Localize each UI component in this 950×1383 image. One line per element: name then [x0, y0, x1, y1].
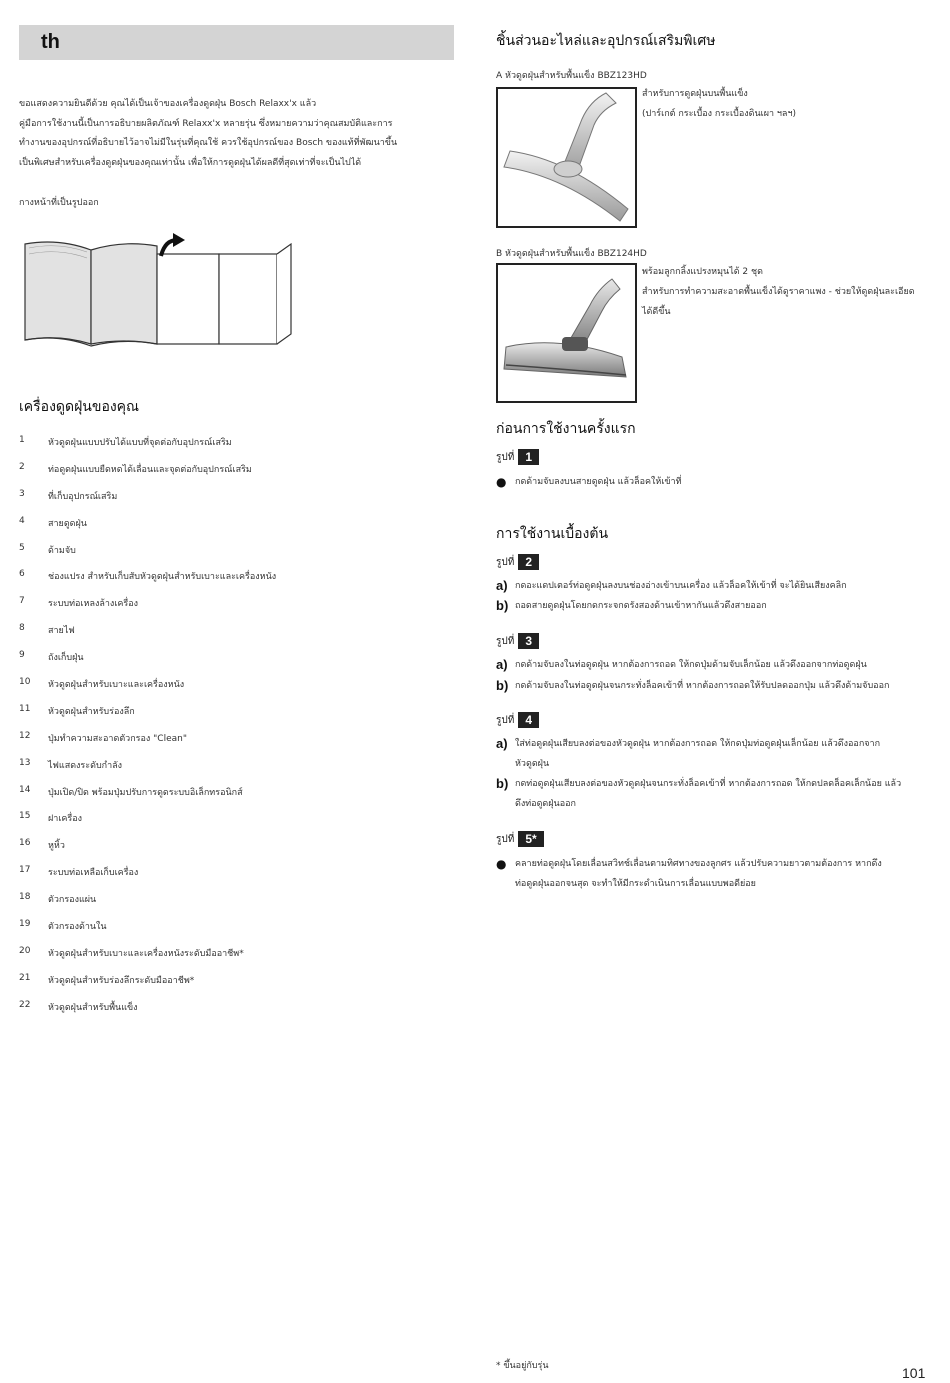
figure-label-1: รูปที่ 1 [496, 449, 539, 465]
list-item: 15 ฝาเครื่อง [19, 811, 83, 825]
instruction-fig3-b: b) กดด้ามจับลงในท่อดูดฝุ่นจนกระทั่งล็อคเข้าที่ หากต้องการถอดให้รับปลดออกปุ่ม แล้วดึงด้ามจับออก [496, 678, 890, 693]
list-item: 1 หัวดูดฝุ่นแบบปรับได้แบบที่จุดต่อกับอุปกรณ์เสริม [19, 435, 232, 448]
list-item: 2 ท่อดูดฝุ่นแบบยืดหดได้เลื่อนและจุดต่อกับอุปกรณ์เสริม [19, 461, 252, 475]
intro-paragraph [19, 95, 459, 173]
section-title-accessories: ชิ้นส่วนอะไหล่และอุปกรณ์เสริมพิเศษ [496, 33, 716, 49]
fold-out-label: กางหน้าที่เป็นรูปออก [19, 198, 99, 208]
accessory-b-description: พร้อมลูกกลิ้งแปรงหมุนได้ 2 ชุด สำหรับการทำความสะอาดพื้นแข็งได้ดูราคาแพง - ช่วยให้ดูดฝุ่นละเอียด ได้ดีขึ้น [642, 267, 915, 317]
list-item: 19 ตัวกรองด้านใน [19, 919, 107, 933]
page-number: 101 [902, 1365, 926, 1381]
list-item: 18 ตัวกรองแผ่น [19, 892, 97, 906]
list-item: 20 หัวดูดฝุ่นสำหรับเบาะและเครื่องหนังระดับมืออาชีพ* [19, 945, 244, 959]
figure-label-3: รูปที่ 3 [496, 633, 539, 649]
figure-number-badge: 5* [518, 831, 543, 847]
intro-line: ขอแสดงความยินดีด้วย คุณได้เป็นเจ้าของเครื่องดูดฝุ่น Bosch Relaxx'x แล้ว [19, 99, 317, 109]
instruction-fig2-b: b) ถอดสายดูดฝุ่นโดยกดกระจกดรังสองด้านเข้าหากันแล้วดึงสายออก [496, 598, 767, 613]
figure-number-badge: 1 [518, 449, 539, 465]
section-title-basic-use: การใช้งานเบื้องต้น [496, 526, 609, 542]
floor-nozzle-icon [498, 89, 635, 226]
figure-label-5: รูปที่ 5* [496, 831, 544, 847]
intro-line: ทำงานของอุปกรณ์ที่อธิบายไว้อาจไม่มีในรุ่นที่คุณใช้ ควรใช้อุปกรณ์ของ Bosch ของแท้ที่พัฒนาขึ้น [19, 138, 398, 148]
figure-number-badge: 4 [518, 712, 539, 728]
bullet-icon: ● [496, 857, 507, 871]
figure-label-2: รูปที่ 2 [496, 554, 539, 570]
list-item: 21 หัวดูดฝุ่นสำหรับร่องลึกระดับมืออาชีพ* [19, 972, 195, 986]
list-item: 3 ที่เก็บอุปกรณ์เสริม [19, 488, 118, 502]
accessory-a-photo [496, 87, 637, 228]
list-item: 5 ด้ามจับ [19, 542, 76, 556]
list-item: 11 หัวดูดฝุ่นสำหรับร่องลึก [19, 703, 135, 717]
accessory-a-label: A หัวดูดฝุ่นสำหรับพื้นแข็ง BBZ123HD [496, 71, 647, 81]
instruction-fig1: ● กดด้ามจับลงบนสายดูดฝุ่น แล้วล็อคให้เข้าที่ [496, 472, 682, 492]
intro-line: คู่มือการใช้งานนี้เป็นการอธิบายผลิตภัณฑ์ Relaxx'x หลายรุ่น ซึ่งหมายความว่าคุณสมบัติและการ [19, 118, 393, 129]
intro-line: เป็นพิเศษสำหรับเครื่องดูดฝุ่นของคุณเท่านั้น เพื่อให้การดูดฝุ่นได้ผลดีที่สุดเท่าที่จะเป็นไปได้ [19, 157, 362, 168]
section-title-your-vacuum: เครื่องดูดฝุ่นของคุณ [19, 399, 140, 415]
figure-label-4: รูปที่ 4 [496, 712, 539, 728]
instruction-fig2-a: a) กดอะแดปเตอร์ท่อดูดฝุ่นลงบนช่องอ่างเข้าบนเครื่อง แล้วล็อคให้เข้าที่ จะได้ยินเสียงคลิก [496, 578, 847, 593]
language-tag-bar [19, 25, 454, 60]
instruction-fig4-a: a) ใส่ท่อดูดฝุ่นเสียบลงต่อของหัวดูดฝุ่น หากต้องการถอด ให้กดปุ่มท่อดูดฝุ่นเล็กน้อย แล้วดึงออกจาก หัวดูดฝุ่น [496, 736, 881, 769]
parts-list [19, 435, 449, 1027]
language-tag: th [41, 31, 60, 53]
footnote: * ขึ้นอยู่กับรุ่น [496, 1361, 549, 1371]
list-item: 13 ไฟแสดงระดับกำลัง [19, 757, 123, 771]
list-item: 8 สายไฟ [19, 623, 75, 637]
list-item: 22 หัวดูดฝุ่นสำหรับพื้นแข็ง [19, 999, 138, 1013]
brush-nozzle-icon [498, 265, 635, 401]
list-item: 4 สายดูดฝุ่น [19, 515, 87, 529]
list-item: 7 ระบบท่อเหลงล้างเครื่อง [19, 596, 139, 610]
instruction-fig5: ● คลายท่อดูดฝุ่นโดยเลื่อนสวิทช์เลื่อนตามทิศทางของลูกศร แล้วปรับความยาวตามต้องการ หากดึง ท่อดูดฝุ่นออกจนสุด จะทำให้มีกระดำเนินการเลื่อนแบบพอดีย่อย [496, 854, 882, 894]
list-item: 17 ระบบท่อเหลือเก็บเครื่อง [19, 865, 139, 879]
accessory-a-description: สำหรับการดูดฝุ่นบนพื้นแข็ง (ปาร์เกต์ กระเบื้อง กระเบื้องดินเผา ฯลฯ) [642, 89, 797, 119]
figure-number-badge: 3 [518, 633, 539, 649]
fold-out-illustration [19, 230, 299, 350]
instruction-fig3-a: a) กดด้ามจับลงในท่อดูดฝุ่น หากต้องการถอด ให้กดปุ่มด้ามจับเล็กน้อย แล้วดึงออกจากท่อดูดฝุ่น [496, 657, 867, 672]
list-item: 16 หูหิ้ว [19, 838, 65, 852]
list-item: 10 หัวดูดฝุ่นสำหรับเบาะและเครื่องหนัง [19, 677, 185, 691]
curved-arrow-icon [161, 233, 185, 256]
section-title-before-first-use: ก่อนการใช้งานครั้งแรก [496, 421, 636, 437]
list-item: 12 ปุ่มทำความสะอาดตัวกรอง "Clean" [19, 730, 187, 744]
figure-number-badge: 2 [518, 554, 539, 570]
accessory-b-photo [496, 263, 637, 403]
list-item: 6 ช่องแปรง สำหรับเก็บสับหัวดูดฝุ่นสำหรับเบาะและเครื่องหนัง [19, 569, 277, 583]
list-item: 14 ปุ่มเปิด/ปิด พร้อมปุ่มปรับการดูดระบบอิเล็กทรอนิกส์ [19, 784, 243, 798]
instruction-fig4-b: b) กดท่อดูดฝุ่นเสียบลงต่อของหัวดูดฝุ่นจนกระทั่งล็อคเข้าที่ หากต้องการถอด ให้กดปลดล็อคเล็กน้อย แล้ว ดึงท่อดูดฝุ่นออก [496, 776, 902, 809]
accessory-b-label: B หัวดูดฝุ่นสำหรับพื้นแข็ง BBZ124HD [496, 249, 647, 259]
list-item: 9 ถังเก็บฝุ่น [19, 650, 84, 664]
bullet-icon: ● [496, 475, 507, 489]
